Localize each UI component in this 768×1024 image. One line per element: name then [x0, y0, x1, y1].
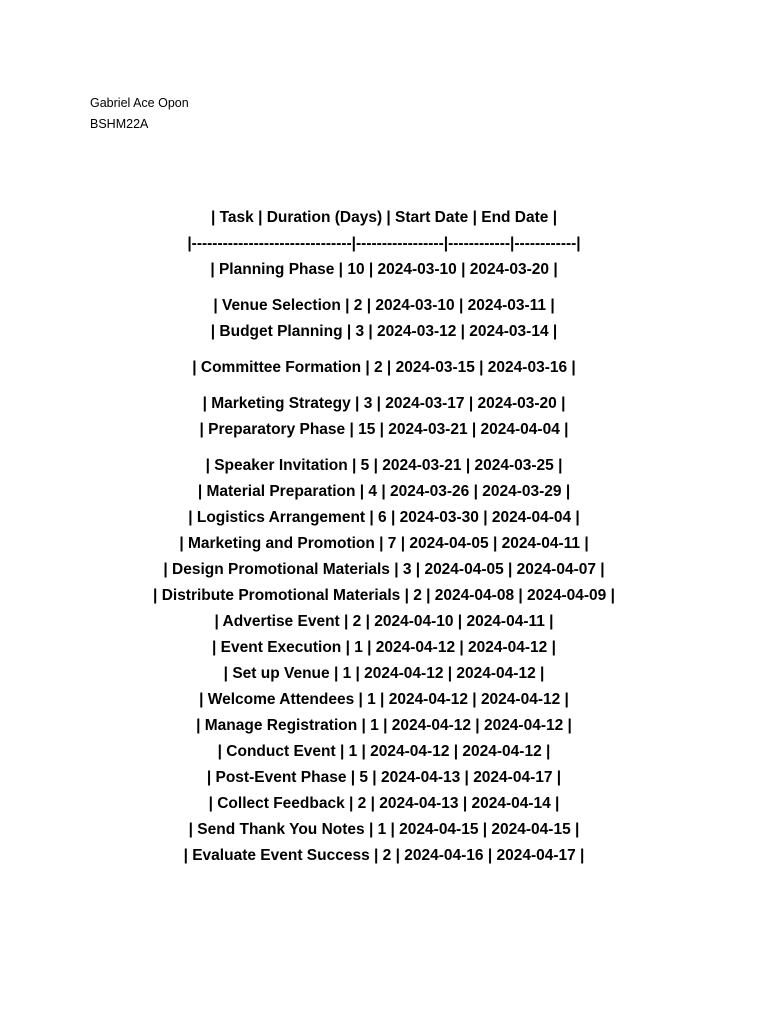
table-row: | Manage Registration | 1 | 2024-04-12 | 2024-04-12 |	[196, 717, 572, 734]
table-row: | Post-Event Phase | 5 | 2024-04-13 | 2024-04-17 |	[206, 769, 562, 786]
table-row: | Set up Venue | 1 | 2024-04-12 | 2024-04-12 |	[223, 665, 545, 682]
table-separator-row: |-------------------------------|-----------------|------------|------------|	[187, 235, 581, 252]
table-row: | Design Promotional Materials | 3 | 2024-04-05 | 2024-04-07 |	[163, 561, 605, 578]
author-name: Gabriel Ace Opon	[90, 96, 189, 110]
table-row: | Evaluate Event Success | 2 | 2024-04-16 | 2024-04-17 |	[183, 847, 585, 864]
table-row: | Welcome Attendees | 1 | 2024-04-12 | 2024-04-12 |	[199, 691, 569, 708]
table-header-row: | Task | Duration (Days) | Start Date | End Date |	[210, 209, 558, 226]
section-code: BSHM22A	[90, 117, 149, 131]
table-row: | Send Thank You Notes | 1 | 2024-04-15 | 2024-04-15 |	[188, 821, 580, 838]
table-row: | Planning Phase | 10 | 2024-03-10 | 2024-03-20 |	[210, 261, 558, 278]
document-header	[90, 93, 189, 135]
table-row: | Collect Feedback | 2 | 2024-04-13 | 2024-04-14 |	[208, 795, 560, 812]
table-row: | Budget Planning | 3 | 2024-03-12 | 2024-03-14 |	[210, 323, 558, 340]
table-row: | Committee Formation | 2 | 2024-03-15 | 2024-03-16 |	[192, 359, 576, 376]
table-row: | Material Preparation | 4 | 2024-03-26 | 2024-03-29 |	[197, 483, 571, 500]
table-row: | Marketing Strategy | 3 | 2024-03-17 | 2024-03-20 |	[202, 395, 566, 412]
table-row: | Marketing and Promotion | 7 | 2024-04-05 | 2024-04-11 |	[179, 535, 589, 552]
table-row: | Preparatory Phase | 15 | 2024-03-21 | 2024-04-04 |	[199, 421, 569, 438]
table-row: | Conduct Event | 1 | 2024-04-12 | 2024-04-12 |	[217, 743, 551, 760]
table-row: | Distribute Promotional Materials | 2 | 2024-04-08 | 2024-04-09 |	[153, 587, 615, 604]
table-row: | Speaker Invitation | 5 | 2024-03-21 | 2024-03-25 |	[205, 457, 563, 474]
table-row: | Logistics Arrangement | 6 | 2024-03-30 | 2024-04-04 |	[188, 509, 580, 526]
table-row: | Venue Selection | 2 | 2024-03-10 | 2024-03-11 |	[213, 297, 555, 314]
table-row: | Advertise Event | 2 | 2024-04-10 | 2024-04-11 |	[214, 613, 554, 630]
table-row: | Event Execution | 1 | 2024-04-12 | 2024-04-12 |	[212, 639, 556, 656]
schedule-table	[0, 205, 768, 869]
